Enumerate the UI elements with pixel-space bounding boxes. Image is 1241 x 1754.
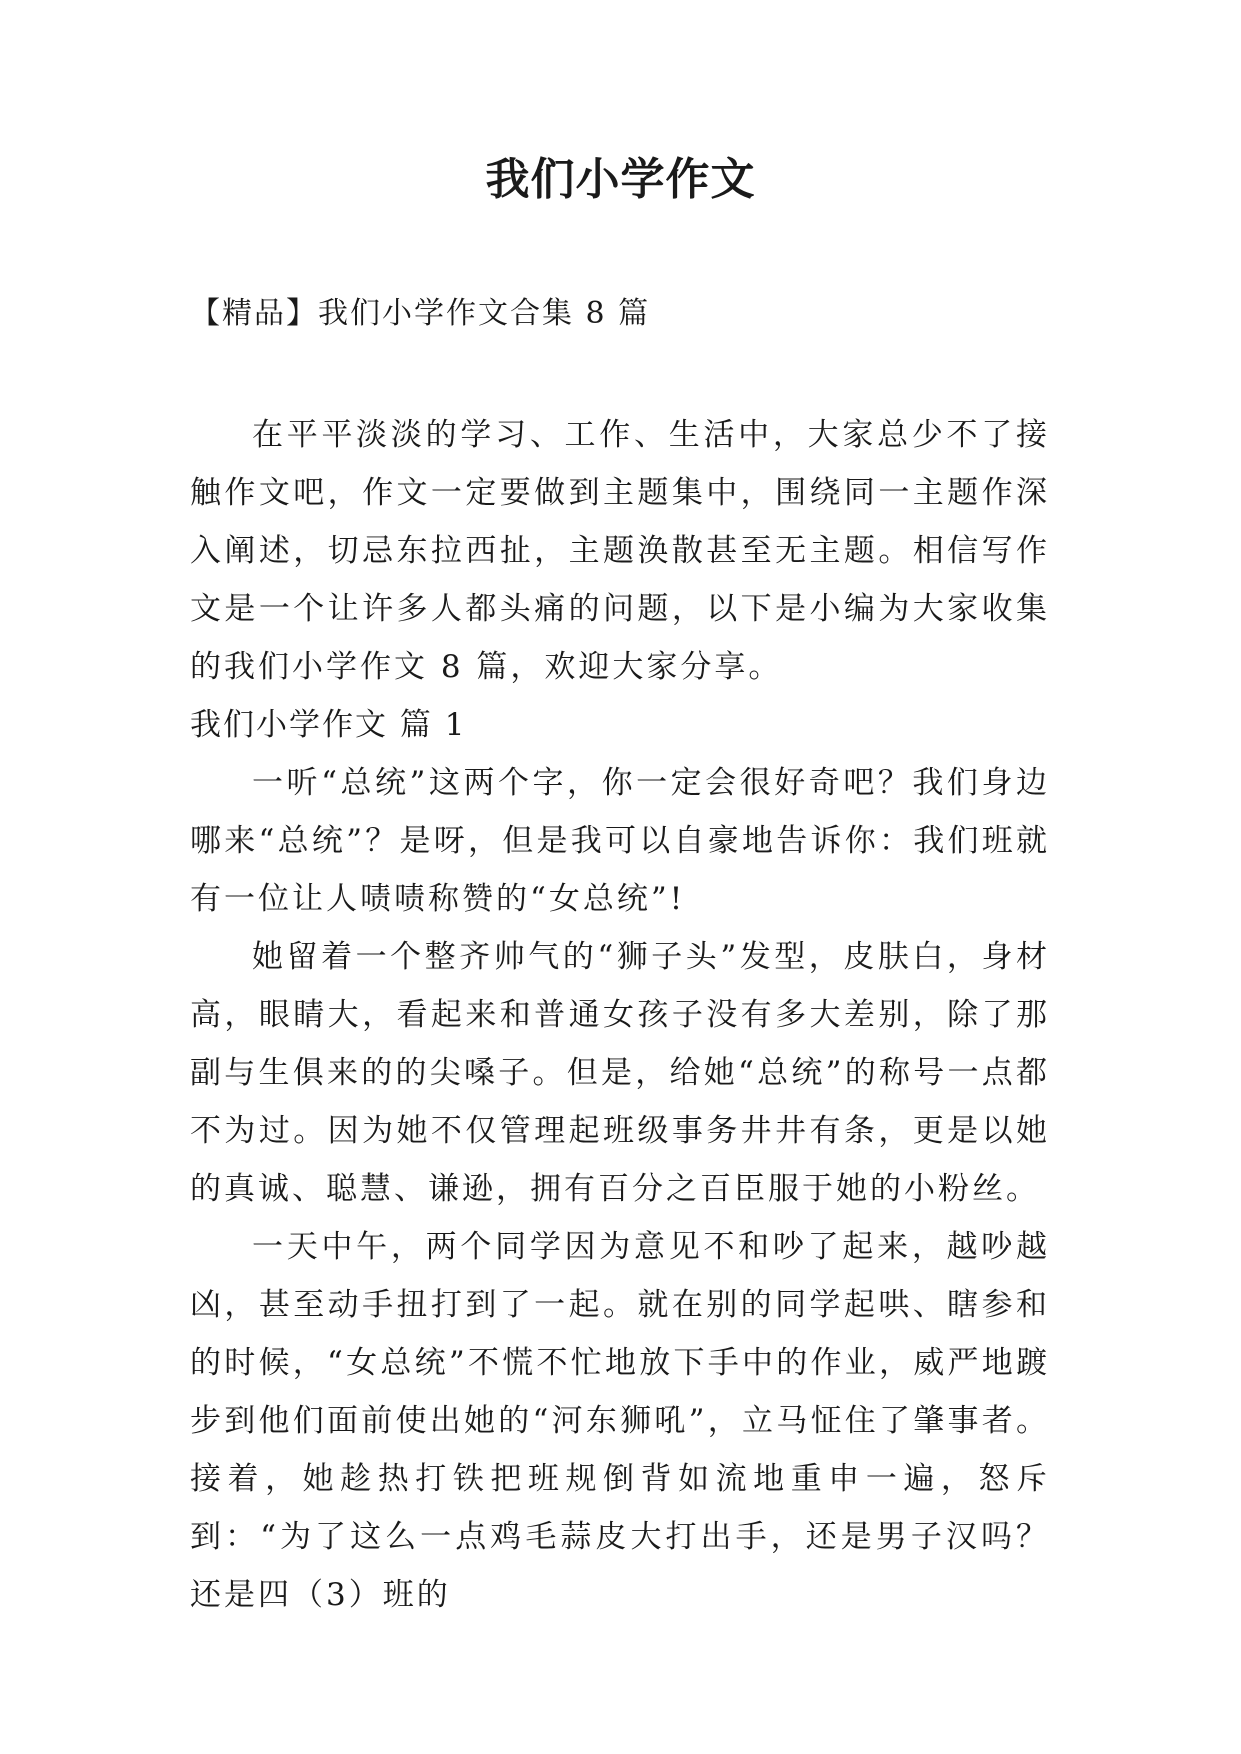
section-heading: 我们小学作文 篇 1: [190, 707, 467, 743]
body-paragraph: 一天中午，两个同学因为意见不和吵了起来，越吵越凶，甚至动手扭打到了一起。就在别的同学起哄、瞎参和的时候，“女总统”不慌不忙地放下手中的作业，威严地踱步到他们面前使出她的“河东狮吼”，立马怔住了肇事者。接着，她趁热打铁把班规倒背如流地重申一遍，怒斥到：“为了这么一点鸡毛蒜皮大打出手，还是男子汉吗？还是四（3）班的: [190, 1229, 1050, 1613]
document-subtitle: 【精品】我们小学作文合集 8 篇: [190, 296, 651, 331]
intro-paragraph: 在平平淡淡的学习、工作、生活中，大家总少不了接触作文吧，作文一定要做到主题集中，围绕同一主题作深入阐述，切忌东拉西扯，主题涣散甚至无主题。相信写作文是一个让许多人都头痛的问题，以下是小编为大家收集的我们小学作文 8 篇，欢迎大家分享。: [190, 417, 1050, 685]
document-body: [190, 406, 1050, 1624]
body-paragraph: 一听“总统”这两个字，你一定会很好奇吧？我们身边哪来“总统”？是呀，但是我可以自豪地告诉你：我们班就有一位让人啧啧称赞的“女总统”!: [190, 765, 1050, 917]
document-title: 我们小学作文: [485, 154, 756, 205]
body-paragraph: 她留着一个整齐帅气的“狮子头”发型，皮肤白，身材高，眼睛大，看起来和普通女孩子没有多大差别，除了那副与生俱来的的尖嗓子。但是，给她“总统”的称号一点都不为过。因为她不仅管理起班级事务井井有条，更是以她的真诚、聪慧、谦逊，拥有百分之百臣服于她的小粉丝。: [190, 939, 1050, 1207]
